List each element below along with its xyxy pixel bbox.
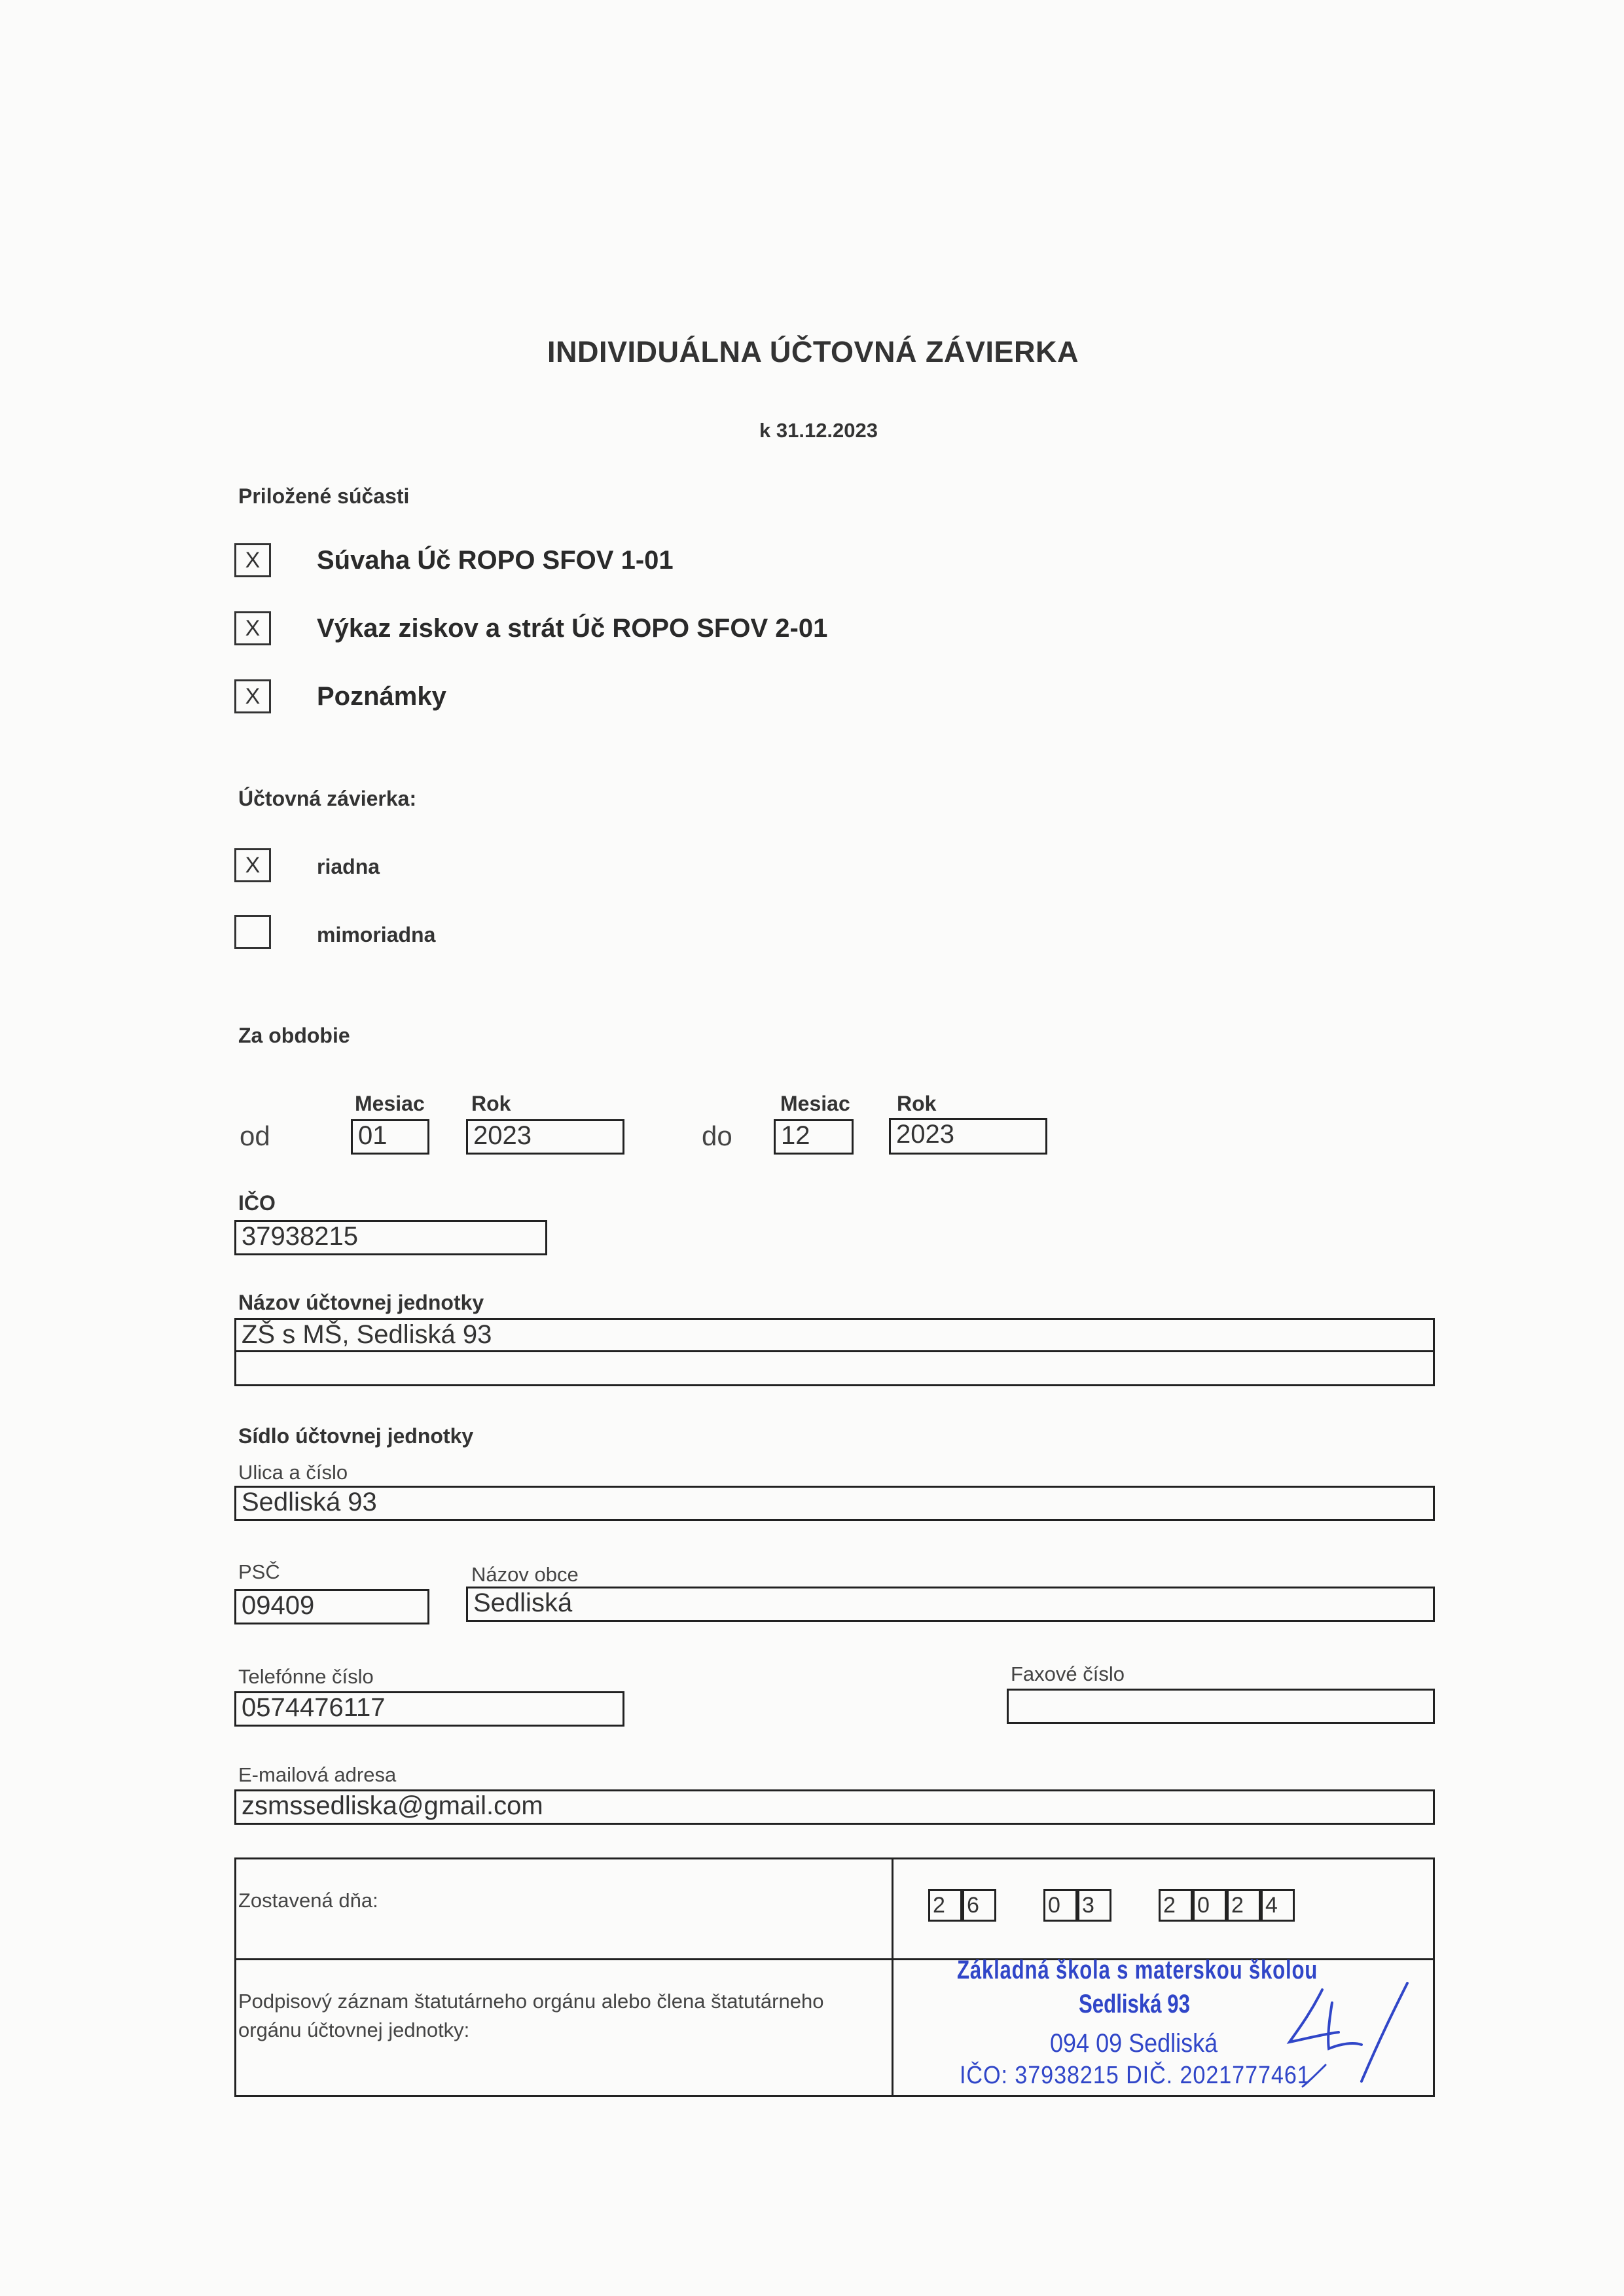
- stamp-line1: Základná škola s materskou školou: [957, 1956, 1318, 1984]
- document-title: INDIVIDUÁLNA ÚČTOVNÁ ZÁVIERKA: [547, 335, 1079, 368]
- month-digit-2[interactable]: 3: [1077, 1889, 1111, 1922]
- period-label: Za obdobie: [238, 1024, 350, 1047]
- fax-field[interactable]: [1007, 1689, 1435, 1724]
- from-label: od: [240, 1121, 270, 1151]
- closing-type-label: Účtovná závierka:: [238, 787, 417, 810]
- month-digit-1[interactable]: 0: [1043, 1889, 1077, 1922]
- year-digit-2[interactable]: 0: [1193, 1889, 1227, 1922]
- email-field[interactable]: zsmssedliska@gmail.com: [234, 1789, 1435, 1825]
- phone-label: Telefónne číslo: [238, 1665, 374, 1688]
- from-month-header: Mesiac: [355, 1092, 425, 1115]
- checkbox-regular[interactable]: X: [234, 848, 271, 882]
- to-month-header: Mesiac: [780, 1092, 850, 1115]
- street-label: Ulica a číslo: [238, 1461, 348, 1484]
- street-field[interactable]: Sedliská 93: [234, 1486, 1435, 1521]
- stamp-line2-wrap: [1079, 1990, 1221, 2019]
- checkbox-income-statement[interactable]: X: [234, 611, 271, 645]
- phone-field[interactable]: 0574476117: [234, 1691, 624, 1727]
- stamp-line4: IČO: 37938215 DIČ. 2021777461: [960, 2062, 1310, 2089]
- extraordinary-label: mimoriadna: [317, 923, 436, 946]
- day-digit-2[interactable]: 6: [962, 1889, 996, 1922]
- ico-field[interactable]: 37938215: [234, 1220, 547, 1255]
- notes-label: Poznámky: [317, 682, 446, 711]
- psc-field[interactable]: 09409: [234, 1589, 429, 1624]
- attached-parts-label: Priložené súčasti: [238, 484, 410, 508]
- stamp-line3: 094 09 Sedliská: [1050, 2029, 1218, 2058]
- email-label: E-mailová adresa: [238, 1763, 397, 1786]
- checkbox-extraordinary[interactable]: [234, 915, 271, 949]
- footer-column-divider: [892, 1857, 893, 2097]
- day-digit-1[interactable]: 2: [928, 1889, 962, 1922]
- psc-label: PSČ: [238, 1560, 280, 1583]
- to-year-field[interactable]: 2023: [889, 1118, 1047, 1155]
- from-year-header: Rok: [471, 1092, 511, 1115]
- compiled-date-label: Zostavená dňa:: [238, 1889, 378, 1912]
- to-label: do: [702, 1121, 732, 1151]
- from-year-field[interactable]: 2023: [466, 1119, 624, 1155]
- from-month-field[interactable]: 01: [351, 1119, 429, 1155]
- city-field[interactable]: Sedliská: [466, 1587, 1435, 1622]
- unit-name-line2[interactable]: [234, 1352, 1435, 1386]
- ico-label: IČO: [238, 1191, 276, 1215]
- year-digit-3[interactable]: 2: [1227, 1889, 1261, 1922]
- balance-sheet-label: Súvaha Úč ROPO SFOV 1-01: [317, 546, 674, 575]
- seat-label: Sídlo účtovnej jednotky: [238, 1424, 474, 1448]
- stamp-line3-wrap: [1050, 2029, 1236, 2058]
- checkbox-notes[interactable]: X: [234, 679, 271, 713]
- regular-label: riadna: [317, 855, 380, 878]
- to-month-field[interactable]: 12: [774, 1119, 854, 1155]
- signature-label-line1: Podpisový záznam štatutárneho orgánu alebo člena štatutárneho: [238, 1990, 824, 2013]
- unit-name-line1[interactable]: ZŠ s MŠ, Sedliská 93: [234, 1318, 1435, 1352]
- unit-name-label: Názov účtovnej jednotky: [238, 1291, 484, 1314]
- signature-scribble: [1276, 1970, 1427, 2088]
- checkbox-balance-sheet[interactable]: X: [234, 543, 271, 577]
- income-statement-label: Výkaz ziskov a strát Úč ROPO SFOV 2-01: [317, 614, 828, 643]
- to-year-header: Rok: [897, 1092, 937, 1115]
- year-digit-4[interactable]: 4: [1261, 1889, 1295, 1922]
- year-digit-1[interactable]: 2: [1159, 1889, 1193, 1922]
- stamp-line2: Sedliská 93: [1079, 1990, 1190, 2018]
- closing-date: k 31.12.2023: [759, 419, 878, 442]
- signature-label-line2: orgánu účtovnej jednotky:: [238, 2018, 470, 2041]
- city-label: Názov obce: [471, 1563, 579, 1586]
- fax-label: Faxové číslo: [1011, 1662, 1125, 1685]
